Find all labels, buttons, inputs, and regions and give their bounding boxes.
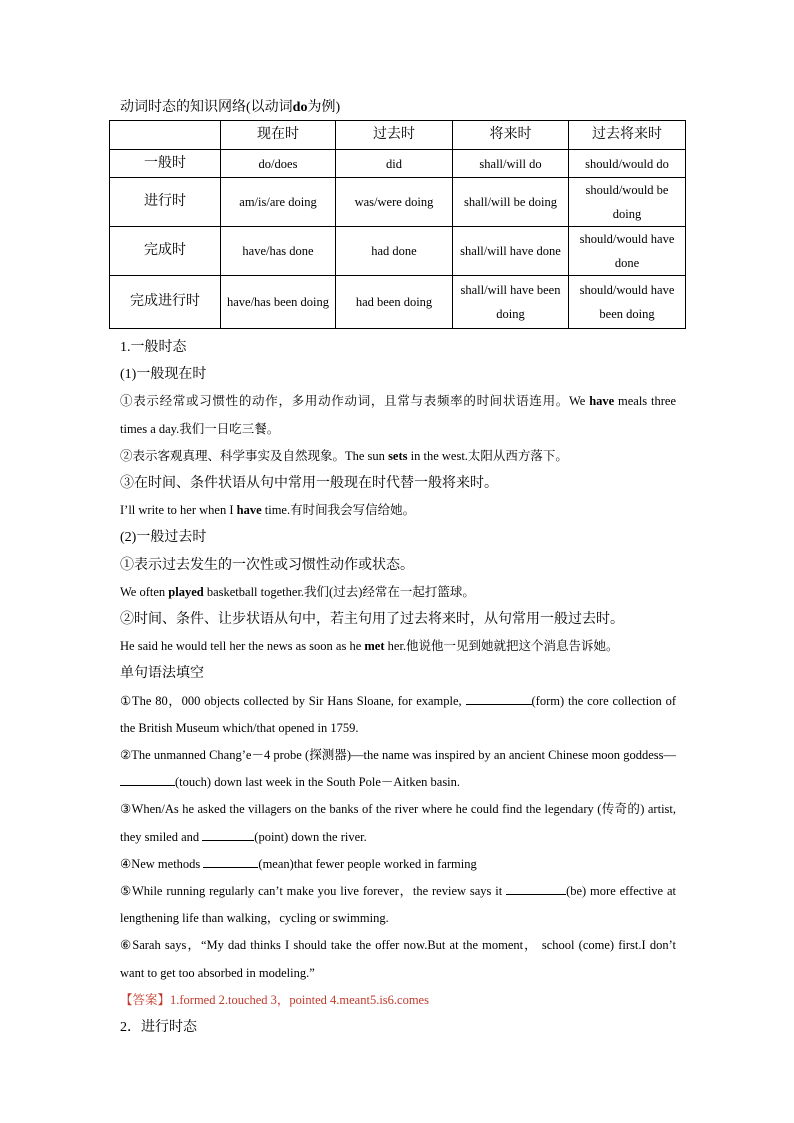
table-cell: had done [336, 227, 453, 276]
table-cell: shall/will do [453, 150, 569, 178]
table-header-cell [110, 121, 221, 150]
table-row [110, 150, 686, 178]
exercise-item: ④New methods (mean)that fewer people worked in farming [120, 851, 676, 878]
table-cell: shall/will be doing [453, 178, 569, 227]
table-cell: should/would do [569, 150, 686, 178]
table-row [110, 178, 686, 227]
answer-key: 【答案】1.formed 2.touched 3，pointed 4.meant5.is6.comes [120, 992, 429, 1007]
table-cell: should/would have been doing [569, 276, 686, 329]
table-cell: had been doing [336, 276, 453, 329]
title-text-end: 为例) [307, 100, 341, 115]
table-cell: shall/will have been doing [453, 276, 569, 329]
table-cell: have/has been doing [221, 276, 336, 329]
table-cell: was/were doing [336, 178, 453, 227]
table-cell: shall/will have done [453, 227, 569, 276]
table-header-cell: 过去时 [336, 121, 453, 150]
exercise-item: ⑤While running regularly can’t make you live forever，the review says it (be) more effective at lengthening life than walking，cycling or swimming. [120, 878, 676, 932]
table-header-row [110, 121, 686, 150]
table-cell: have/has done [221, 227, 336, 276]
exercise-item: ③When/As he asked the villagers on the banks of the river where he could find the legendary (传奇的) artist, they smiled and (point) down the river. [120, 802, 676, 844]
subsection-heading: (2)一般过去时 [120, 530, 207, 546]
row-label: 完成进行时 [110, 276, 221, 329]
example-sentence: We often played basketball together.我们(过去)经常在一起打篮球。 [120, 584, 475, 599]
answer-blank [120, 771, 175, 786]
table-cell: should/would have done [569, 227, 686, 276]
rule-paragraph: ①表示经常或习惯性的动作，多用动作动词，且常与表频率的时间状语连用。We have meals three times a day.我们一日吃三餐。 [120, 394, 676, 436]
example-sentence: I’ll write to her when I have time.有时间我会写信给她。 [120, 503, 416, 518]
tense-table [109, 120, 686, 329]
row-label: 进行时 [110, 178, 221, 227]
title-verb: do [292, 100, 308, 115]
content-body [120, 334, 676, 1041]
table-cell: did [336, 150, 453, 178]
rule-paragraph: ②时间、条件、让步状语从句中，若主句用了过去将来时，从句常用一般过去时。 [120, 612, 624, 628]
answer-blank [466, 690, 532, 705]
table-row [110, 276, 686, 329]
table-cell: should/would be doing [569, 178, 686, 227]
table-header-cell: 过去将来时 [569, 121, 686, 150]
answer-blank [203, 853, 258, 868]
title-text: 动词时态的知识网络(以动词 [120, 100, 293, 115]
exercise-item: ①The 80，000 objects collected by Sir Hans Sloane, for example, (form) the core collection of the British Museum which/that opened in 1759. [120, 688, 676, 742]
exercise-item: ②The unmanned Chang’e－4 probe (探测器)—the name was inspired by an ancient Chinese moon goddess—(touch) down last week in the South Pole－Aitken basin. [120, 748, 676, 790]
subsection-heading: (1)一般现在时 [120, 367, 207, 383]
exercise-item: ⑥Sarah says，“My dad thinks I should take the offer now.But at the moment， school (come) first.I don’t want to get too absorbed in modeling.” [120, 938, 676, 980]
rule-paragraph: ①表示过去发生的一次性或习惯性动作或状态。 [120, 557, 414, 573]
table-row [110, 227, 686, 276]
row-label: 一般时 [110, 150, 221, 178]
table-cell: do/does [221, 150, 336, 178]
section-heading: 2．进行时态 [120, 1020, 197, 1036]
table-header-cell: 现在时 [221, 121, 336, 150]
answer-blank [202, 826, 254, 841]
row-label: 完成时 [110, 227, 221, 276]
table-cell: am/is/are doing [221, 178, 336, 227]
section-heading: 1.一般时态 [120, 340, 187, 355]
example-sentence: He said he would tell her the news as soon as he met her.他说他一见到她就把这个消息告诉她。 [120, 639, 619, 654]
rule-paragraph: ③在时间、条件状语从句中常用一般现在时代替一般将来时。 [120, 476, 498, 492]
section-title [120, 96, 340, 116]
exercise-heading: 单句语法填空 [120, 666, 204, 682]
answer-blank [506, 880, 566, 895]
table-header-cell: 将来时 [453, 121, 569, 150]
rule-paragraph: ②表示客观真理、科学事实及自然现象。The sun sets in the west.太阳从西方落下。 [120, 448, 568, 463]
